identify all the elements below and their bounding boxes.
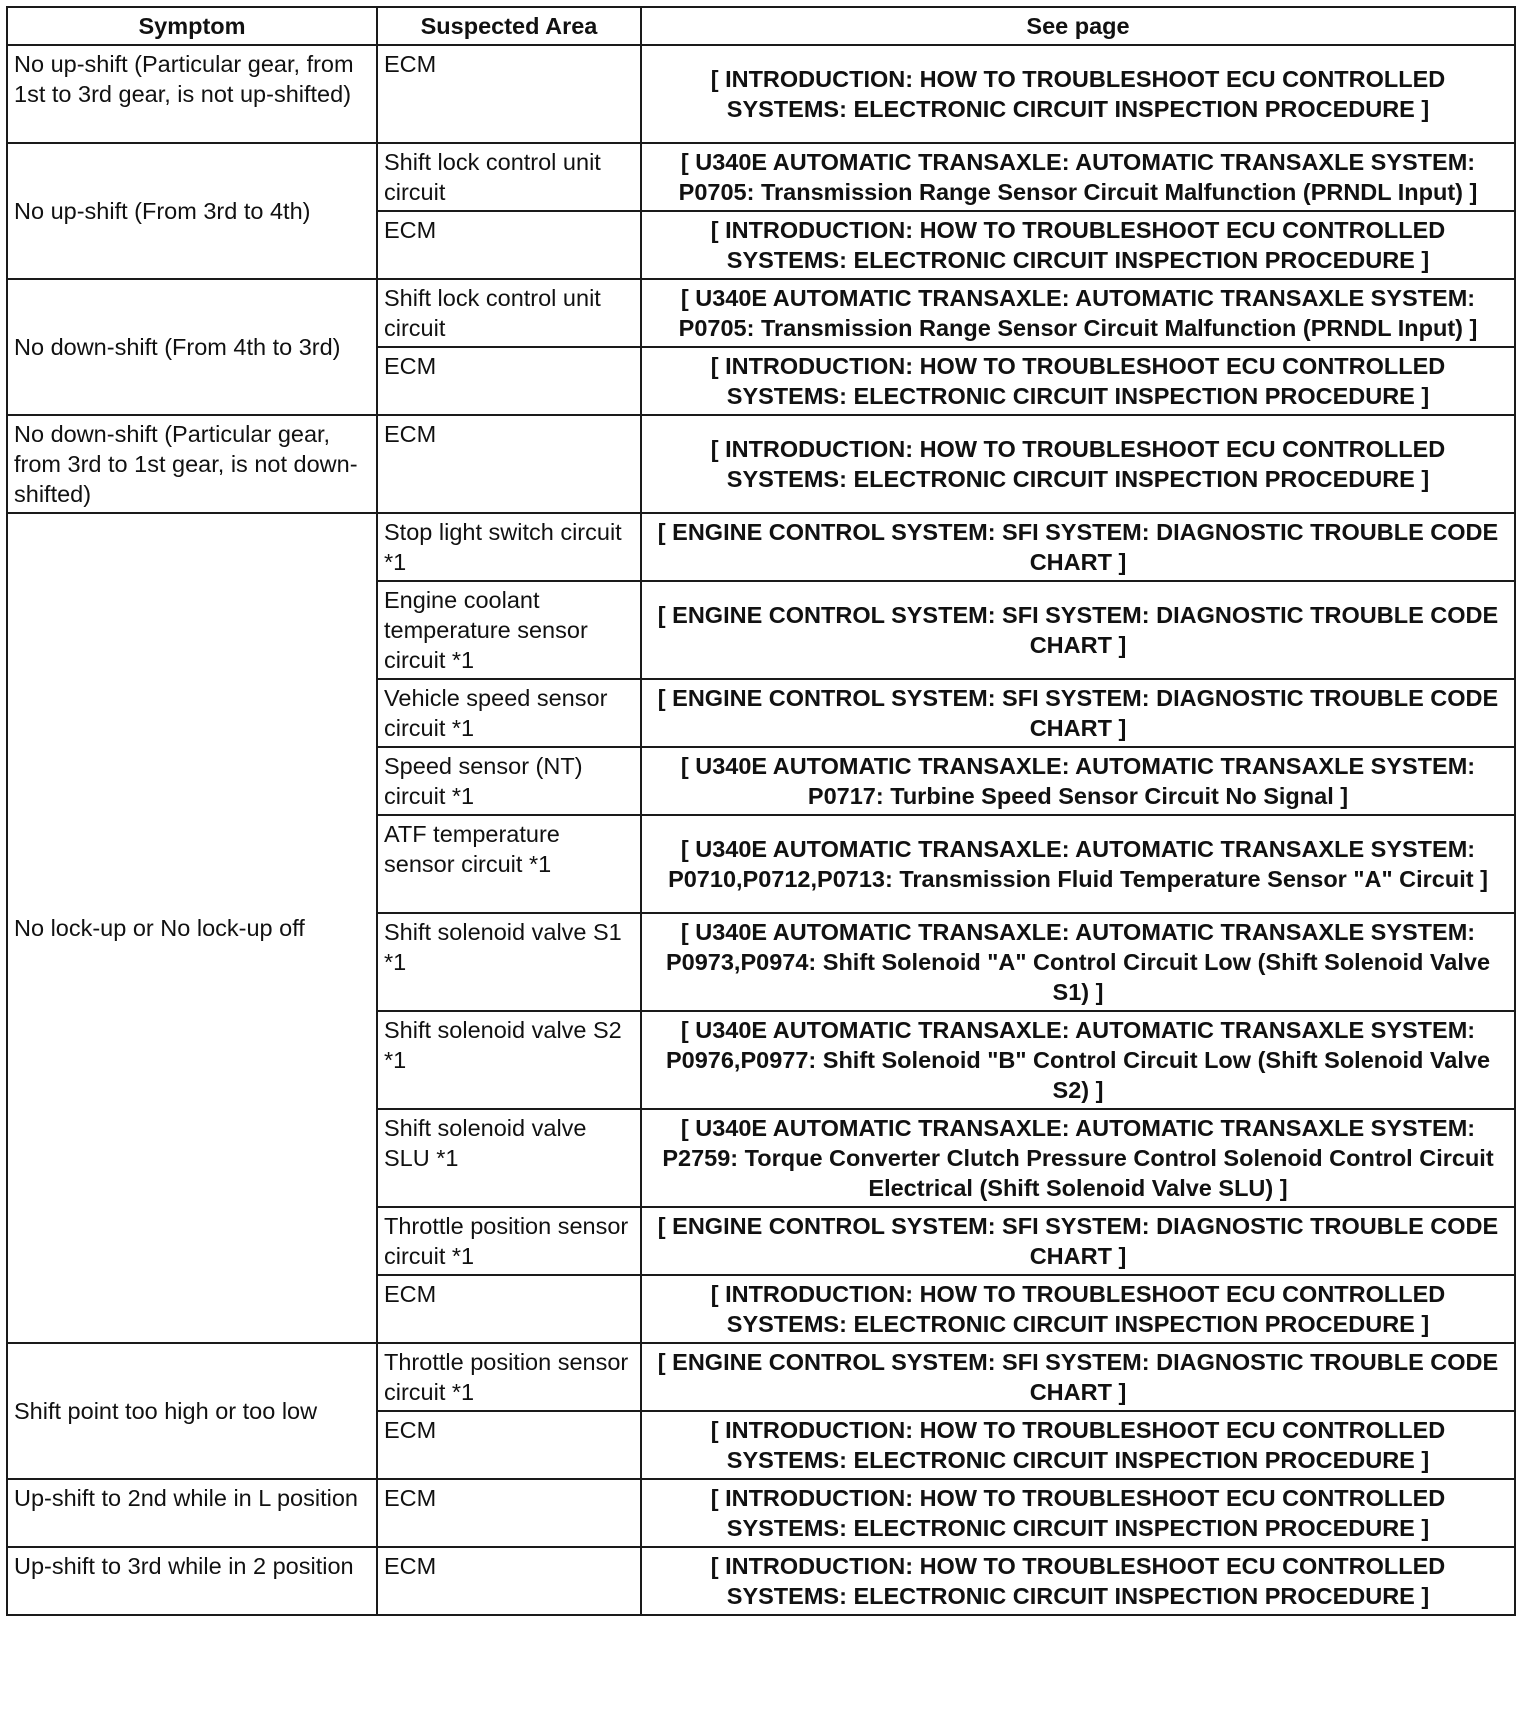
suspected-area-cell: ECM xyxy=(377,45,641,143)
header-suspected-area: Suspected Area xyxy=(377,7,641,45)
see-page-link[interactable]: [ U340E AUTOMATIC TRANSAXLE: AUTOMATIC TRANSAXLE SYSTEM: P2759: Torque Converter Clutch Pressure Control Solenoid Control Circuit Electrical (Shift Solenoid Valve SLU) ] xyxy=(641,1109,1515,1207)
see-page-link[interactable]: [ U340E AUTOMATIC TRANSAXLE: AUTOMATIC TRANSAXLE SYSTEM: P0705: Transmission Range Sensor Circuit Malfunction (PRNDL Input) ] xyxy=(641,143,1515,211)
symptom-cell: Up-shift to 3rd while in 2 position xyxy=(7,1547,377,1615)
see-page-link[interactable]: [ U340E AUTOMATIC TRANSAXLE: AUTOMATIC TRANSAXLE SYSTEM: P0705: Transmission Range Sensor Circuit Malfunction (PRNDL Input) ] xyxy=(641,279,1515,347)
suspected-area-cell: Shift lock control unit circuit xyxy=(377,143,641,211)
see-page-link[interactable]: [ INTRODUCTION: HOW TO TROUBLESHOOT ECU CONTROLLED SYSTEMS: ELECTRONIC CIRCUIT INSPECTION PROCEDURE ] xyxy=(641,1479,1515,1547)
suspected-area-cell: Shift lock control unit circuit xyxy=(377,279,641,347)
see-page-link[interactable]: [ INTRODUCTION: HOW TO TROUBLESHOOT ECU CONTROLLED SYSTEMS: ELECTRONIC CIRCUIT INSPECTION PROCEDURE ] xyxy=(641,211,1515,279)
table-row xyxy=(7,45,1515,143)
see-page-link[interactable]: [ ENGINE CONTROL SYSTEM: SFI SYSTEM: DIAGNOSTIC TROUBLE CODE CHART ] xyxy=(641,1343,1515,1411)
see-page-link[interactable]: [ INTRODUCTION: HOW TO TROUBLESHOOT ECU CONTROLLED SYSTEMS: ELECTRONIC CIRCUIT INSPECTION PROCEDURE ] xyxy=(641,1411,1515,1479)
see-page-link[interactable]: [ ENGINE CONTROL SYSTEM: SFI SYSTEM: DIAGNOSTIC TROUBLE CODE CHART ] xyxy=(641,1207,1515,1275)
table-row xyxy=(7,513,1515,581)
troubleshooting-table xyxy=(6,6,1516,1616)
table-row xyxy=(7,279,1515,347)
table-row xyxy=(7,1479,1515,1547)
symptom-cell: No lock-up or No lock-up off xyxy=(7,513,377,1343)
symptom-cell: No up-shift (Particular gear, from 1st to 3rd gear, is not up-shifted) xyxy=(7,45,377,143)
see-page-link[interactable]: [ INTRODUCTION: HOW TO TROUBLESHOOT ECU CONTROLLED SYSTEMS: ELECTRONIC CIRCUIT INSPECTION PROCEDURE ] xyxy=(641,347,1515,415)
table-row xyxy=(7,1343,1515,1411)
see-page-link[interactable]: [ ENGINE CONTROL SYSTEM: SFI SYSTEM: DIAGNOSTIC TROUBLE CODE CHART ] xyxy=(641,581,1515,679)
suspected-area-cell: ECM xyxy=(377,347,641,415)
symptom-cell: Up-shift to 2nd while in L position xyxy=(7,1479,377,1547)
see-page-link[interactable]: [ U340E AUTOMATIC TRANSAXLE: AUTOMATIC TRANSAXLE SYSTEM: P0717: Turbine Speed Sensor Circuit No Signal ] xyxy=(641,747,1515,815)
suspected-area-cell: Stop light switch circuit *1 xyxy=(377,513,641,581)
symptom-cell: Shift point too high or too low xyxy=(7,1343,377,1479)
suspected-area-cell: Throttle position sensor circuit *1 xyxy=(377,1207,641,1275)
symptom-cell: No up-shift (From 3rd to 4th) xyxy=(7,143,377,279)
symptom-cell: No down-shift (From 4th to 3rd) xyxy=(7,279,377,415)
suspected-area-cell: ATF temperature sensor circuit *1 xyxy=(377,815,641,913)
see-page-link[interactable]: [ ENGINE CONTROL SYSTEM: SFI SYSTEM: DIAGNOSTIC TROUBLE CODE CHART ] xyxy=(641,679,1515,747)
suspected-area-cell: Speed sensor (NT) circuit *1 xyxy=(377,747,641,815)
symptom-cell: No down-shift (Particular gear, from 3rd to 1st gear, is not down-shifted) xyxy=(7,415,377,513)
header-symptom: Symptom xyxy=(7,7,377,45)
suspected-area-cell: Shift solenoid valve S1 *1 xyxy=(377,913,641,1011)
suspected-area-cell: ECM xyxy=(377,211,641,279)
table-row xyxy=(7,1547,1515,1615)
see-page-link[interactable]: [ INTRODUCTION: HOW TO TROUBLESHOOT ECU CONTROLLED SYSTEMS: ELECTRONIC CIRCUIT INSPECTION PROCEDURE ] xyxy=(641,45,1515,143)
see-page-link[interactable]: [ INTRODUCTION: HOW TO TROUBLESHOOT ECU CONTROLLED SYSTEMS: ELECTRONIC CIRCUIT INSPECTION PROCEDURE ] xyxy=(641,1547,1515,1615)
suspected-area-cell: ECM xyxy=(377,1411,641,1479)
suspected-area-cell: Shift solenoid valve SLU *1 xyxy=(377,1109,641,1207)
see-page-link[interactable]: [ INTRODUCTION: HOW TO TROUBLESHOOT ECU CONTROLLED SYSTEMS: ELECTRONIC CIRCUIT INSPECTION PROCEDURE ] xyxy=(641,1275,1515,1343)
see-page-link[interactable]: [ INTRODUCTION: HOW TO TROUBLESHOOT ECU CONTROLLED SYSTEMS: ELECTRONIC CIRCUIT INSPECTION PROCEDURE ] xyxy=(641,415,1515,513)
suspected-area-cell: ECM xyxy=(377,1275,641,1343)
suspected-area-cell: ECM xyxy=(377,1547,641,1615)
suspected-area-cell: ECM xyxy=(377,1479,641,1547)
suspected-area-cell: ECM xyxy=(377,415,641,513)
see-page-link[interactable]: [ U340E AUTOMATIC TRANSAXLE: AUTOMATIC TRANSAXLE SYSTEM: P0973,P0974: Shift Solenoid "A" Control Circuit Low (Shift Solenoid Valve S1) ] xyxy=(641,913,1515,1011)
table-row xyxy=(7,415,1515,513)
table-row xyxy=(7,143,1515,211)
suspected-area-cell: Shift solenoid valve S2 *1 xyxy=(377,1011,641,1109)
see-page-link[interactable]: [ ENGINE CONTROL SYSTEM: SFI SYSTEM: DIAGNOSTIC TROUBLE CODE CHART ] xyxy=(641,513,1515,581)
see-page-link[interactable]: [ U340E AUTOMATIC TRANSAXLE: AUTOMATIC TRANSAXLE SYSTEM: P0710,P0712,P0713: Transmission Fluid Temperature Sensor "A" Circuit ] xyxy=(641,815,1515,913)
see-page-link[interactable]: [ U340E AUTOMATIC TRANSAXLE: AUTOMATIC TRANSAXLE SYSTEM: P0976,P0977: Shift Solenoid "B" Control Circuit Low (Shift Solenoid Valve S2) ] xyxy=(641,1011,1515,1109)
header-row xyxy=(7,7,1515,45)
header-see-page: See page xyxy=(641,7,1515,45)
suspected-area-cell: Vehicle speed sensor circuit *1 xyxy=(377,679,641,747)
suspected-area-cell: Engine coolant temperature sensor circuit *1 xyxy=(377,581,641,679)
suspected-area-cell: Throttle position sensor circuit *1 xyxy=(377,1343,641,1411)
